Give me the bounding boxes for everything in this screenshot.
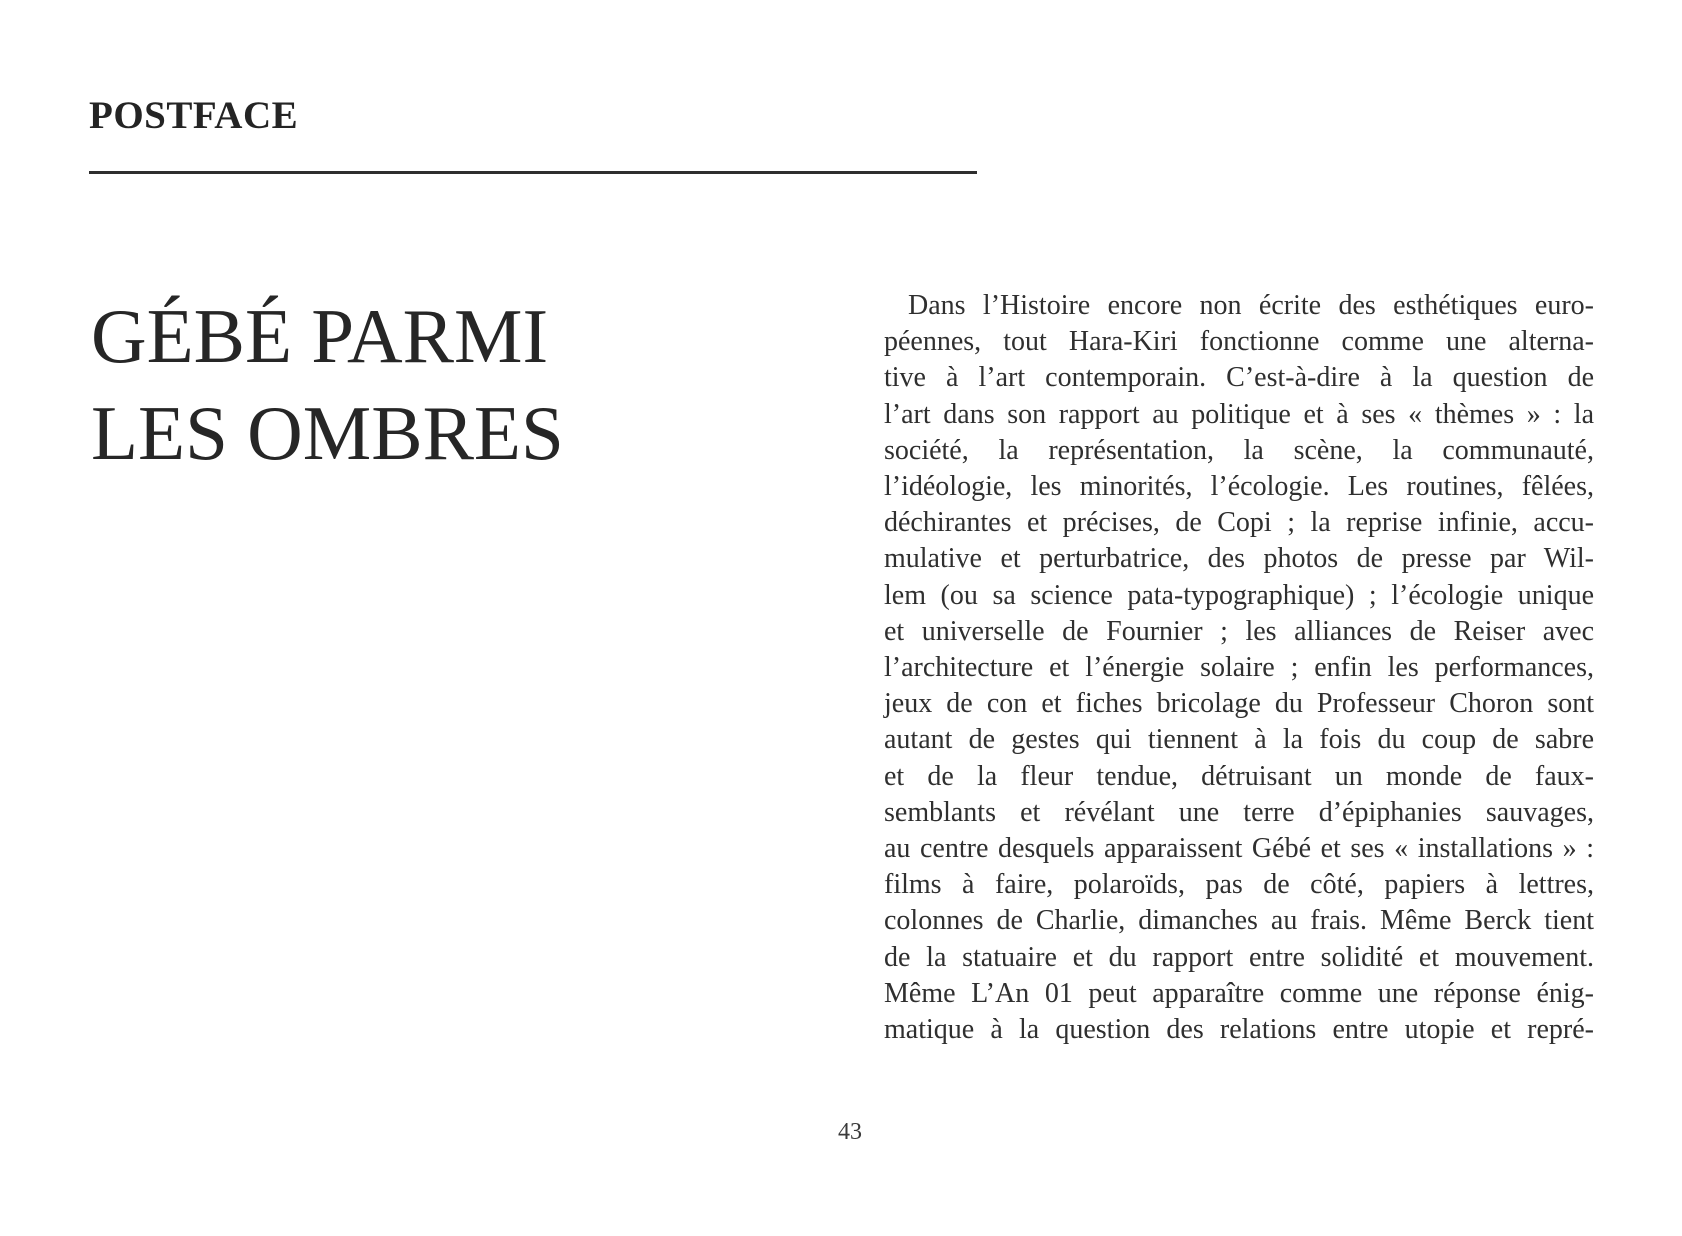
body-line: l’idéologie, les minorités, l’écologie. Les routines, fêlées, [884, 471, 1594, 503]
body-line: Dans l’Histoire encore non écrite des esthétiques euro- [908, 290, 1594, 321]
body-line: déchirantes et précises, de Copi ; la reprise infinie, accu- [884, 507, 1594, 539]
body-line: colonnes de Charlie, dimanches au frais. Même Berck tient [884, 905, 1594, 937]
body-line: jeux de con et fiches bricolage du Professeur Choron sont [884, 688, 1594, 720]
body-line: l’art dans son rapport au politique et à ses « thèmes » : la [884, 398, 1594, 430]
body-line: de la statuaire et du rapport entre solidité et mouvement. [884, 941, 1594, 973]
body-line: tive à l’art contemporain. C’est-à-dire à la question de [884, 362, 1594, 394]
body-line: matique à la question des relations entre utopie et repré- [884, 1014, 1594, 1046]
chapter-title [91, 288, 791, 482]
chapter-title-line: LES OMBRES [91, 390, 564, 476]
body-line: et universelle de Fournier ; les alliances de Reiser avec [884, 615, 1594, 647]
body-line: société, la représentation, la scène, la communauté, [884, 434, 1594, 466]
chapter-title-line: GÉBÉ PARMI [91, 293, 549, 379]
body-line: péennes, tout Hara-Kiri fonctionne comme une alterna- [884, 326, 1594, 358]
page-number: 43 [838, 1119, 862, 1145]
body-line: films à faire, polaroïds, pas de côté, papiers à lettres, [884, 869, 1594, 901]
body-line: mulative et perturbatrice, des photos de presse par Wil- [884, 543, 1594, 575]
body-line: Même L’An 01 peut apparaître comme une réponse énig- [884, 977, 1594, 1009]
section-label: POSTFACE [89, 94, 299, 137]
body-line: autant de gestes qui tiennent à la fois du coup de sabre [884, 724, 1594, 756]
body-line: l’architecture et l’énergie solaire ; enfin les performances, [884, 652, 1594, 684]
body-line: au centre desquels apparaissent Gébé et ses « installations » : [884, 833, 1594, 865]
body-paragraph [884, 288, 1594, 1048]
body-line: et de la fleur tendue, détruisant un monde de faux- [884, 760, 1594, 792]
body-line: lem (ou sa science pata-typographique) ; l’écologie unique [884, 579, 1594, 611]
section-divider [89, 171, 977, 174]
body-line: semblants et révélant une terre d’épiphanies sauvages, [884, 796, 1594, 828]
